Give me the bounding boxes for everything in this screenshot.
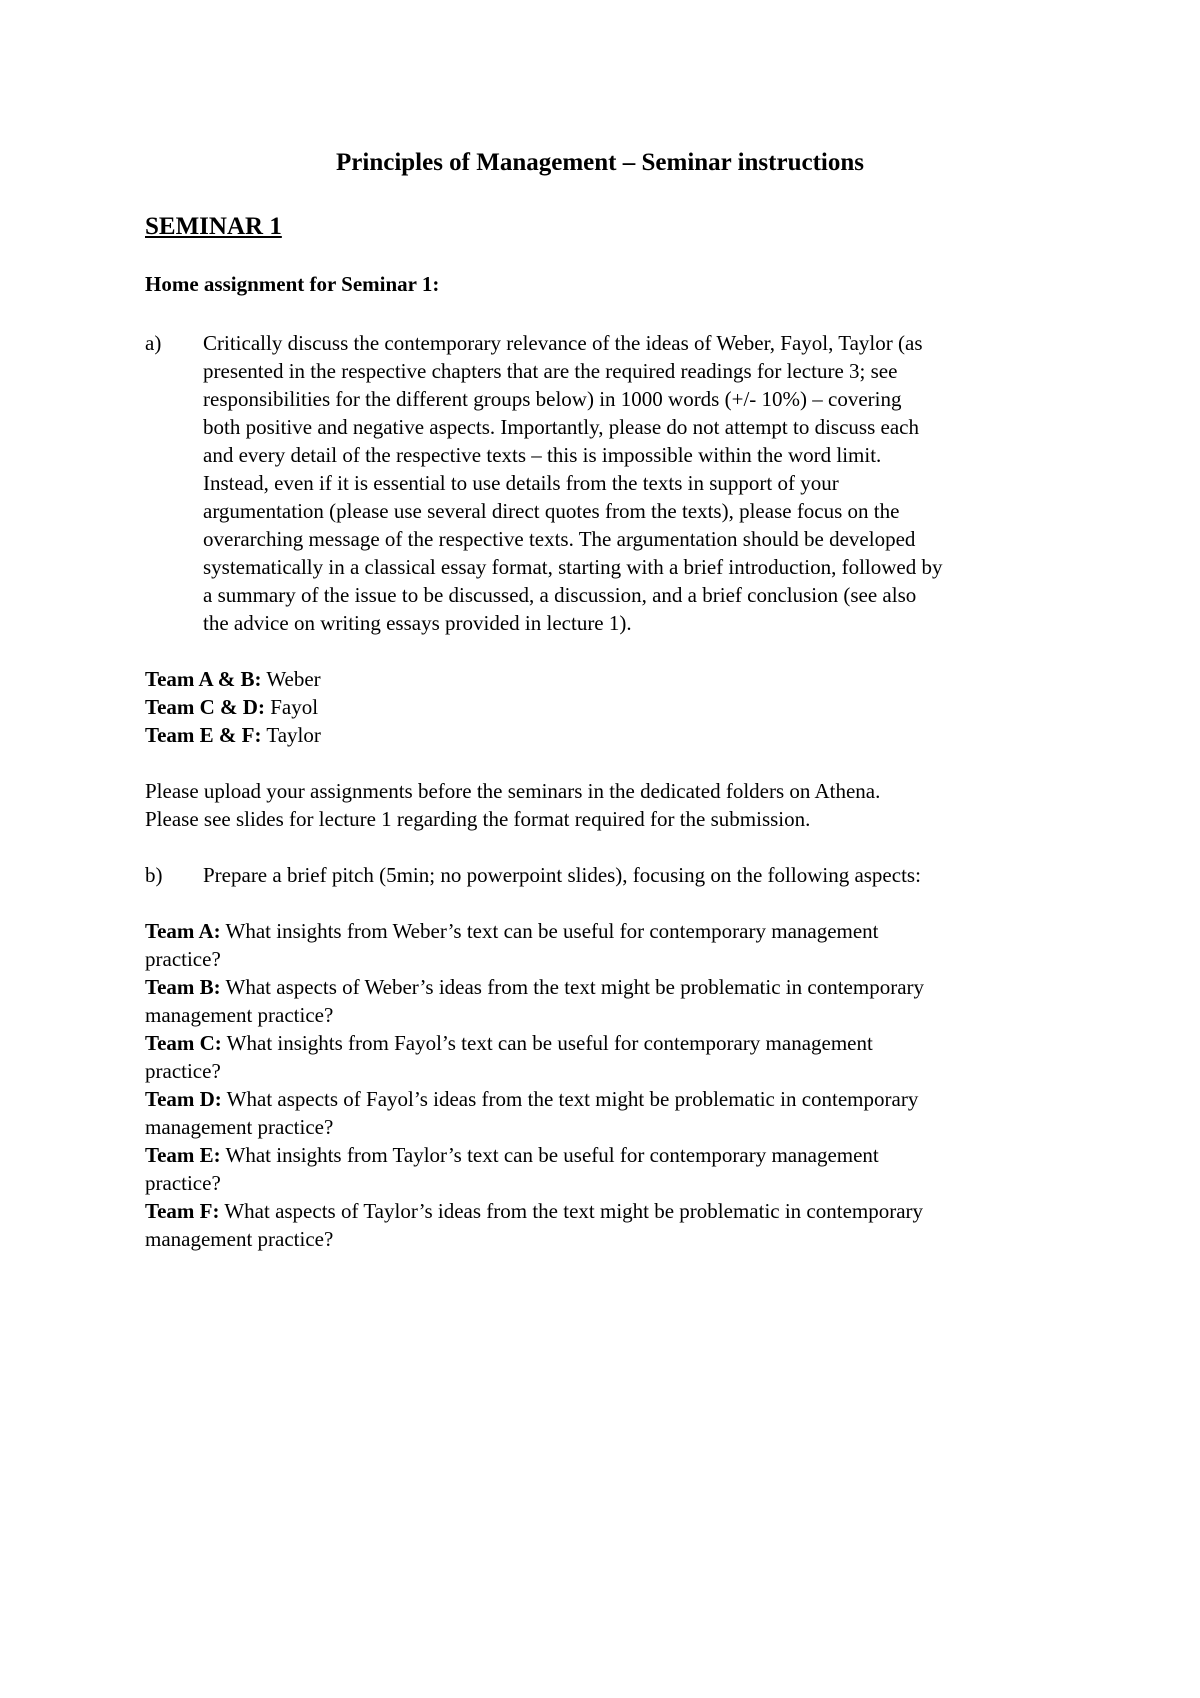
pitch-team-line	[145, 1029, 1075, 1057]
pitch-team-line	[145, 1085, 1075, 1113]
pitch-team-question-cont: management practice?	[145, 1115, 334, 1139]
pitch-team-label: Team E:	[145, 1143, 221, 1167]
pitch-team-question: What aspects of Weber’s ideas from the text might be problematic in contemporary	[220, 975, 925, 999]
pitch-team-item	[145, 1197, 1075, 1253]
item-b-text	[203, 861, 1073, 889]
pitch-team-question-cont: practice?	[145, 1171, 221, 1195]
item-a-line: overarching message of the respective texts. The argumentation should be developed	[203, 527, 916, 551]
pitch-team-item	[145, 1029, 1075, 1085]
team-author: Fayol	[264, 695, 319, 719]
pitch-team-label: Team F:	[145, 1199, 220, 1223]
item-a-line: both positive and negative aspects. Importantly, please do not attempt to discuss each	[203, 415, 919, 439]
team-assignment-row	[145, 693, 1075, 721]
pitch-team-label: Team B:	[145, 975, 221, 999]
item-a-line: systematically in a classical essay format, starting with a brief introduction, followed by	[203, 555, 943, 579]
team-label: Team E & F:	[145, 723, 262, 747]
pitch-team-question-cont: management practice?	[145, 1003, 334, 1027]
upload-instructions	[145, 777, 1075, 833]
team-label: Team C & D:	[145, 695, 265, 719]
upload-line: Please upload your assignments before the seminars in the dedicated folders on Athena.	[145, 779, 881, 803]
list-marker-b: b)	[145, 863, 163, 887]
seminar-heading: SEMINAR 1	[145, 213, 282, 240]
pitch-team-label: Team D:	[145, 1087, 222, 1111]
team-author: Taylor	[261, 723, 321, 747]
pitch-team-item	[145, 1141, 1075, 1197]
pitch-team-question-cont: management practice?	[145, 1227, 334, 1251]
pitch-team-question: What insights from Weber’s text can be useful for contemporary management	[220, 919, 879, 943]
item-a-line: Instead, even if it is essential to use details from the texts in support of your	[203, 471, 839, 495]
pitch-team-label: Team A:	[145, 919, 221, 943]
team-assignment-row	[145, 665, 1075, 693]
item-a-line: Critically discuss the contemporary relevance of the ideas of Weber, Fayol, Taylor (as	[203, 331, 923, 355]
pitch-team-list	[145, 917, 1075, 1253]
item-a-line: a summary of the issue to be discussed, a discussion, and a brief conclusion (see also	[203, 583, 917, 607]
pitch-team-question: What aspects of Taylor’s ideas from the text might be problematic in contemporary	[219, 1199, 924, 1223]
pitch-team-question-cont: practice?	[145, 1059, 221, 1083]
team-label: Team A & B:	[145, 667, 262, 691]
pitch-team-item	[145, 1085, 1075, 1141]
item-a-line: presented in the respective chapters that are the required readings for lecture 3; see	[203, 359, 898, 383]
item-b-line: Prepare a brief pitch (5min; no powerpoint slides), focusing on the following aspects:	[203, 863, 921, 887]
list-marker-a: a)	[145, 331, 162, 355]
document-title: Principles of Management – Seminar instructions	[336, 149, 864, 176]
item-a-line: and every detail of the respective texts – this is impossible within the word limit.	[203, 443, 882, 467]
item-a-line: the advice on writing essays provided in lecture 1).	[203, 611, 632, 635]
pitch-team-question-cont: practice?	[145, 947, 221, 971]
pitch-team-line	[145, 1197, 1075, 1225]
item-a-text	[203, 329, 1073, 637]
team-author: Weber	[261, 667, 321, 691]
item-a-line: responsibilities for the different groups below) in 1000 words (+/- 10%) – covering	[203, 387, 902, 411]
assignment-heading: Home assignment for Seminar 1:	[145, 272, 440, 296]
pitch-team-question: What insights from Fayol’s text can be useful for contemporary management	[221, 1031, 873, 1055]
pitch-team-line	[145, 1141, 1075, 1169]
pitch-team-question: What aspects of Fayol’s ideas from the text might be problematic in contemporary	[221, 1087, 919, 1111]
pitch-team-label: Team C:	[145, 1031, 222, 1055]
pitch-team-line	[145, 917, 1075, 945]
team-assignment-list	[145, 665, 1075, 749]
pitch-team-line	[145, 973, 1075, 1001]
item-a-line: argumentation (please use several direct quotes from the texts), please focus on the	[203, 499, 900, 523]
upload-line: Please see slides for lecture 1 regarding the format required for the submission.	[145, 807, 811, 831]
pitch-team-question: What insights from Taylor’s text can be useful for contemporary management	[220, 1143, 879, 1167]
pitch-team-item	[145, 973, 1075, 1029]
pitch-team-item	[145, 917, 1075, 973]
team-assignment-row	[145, 721, 1075, 749]
